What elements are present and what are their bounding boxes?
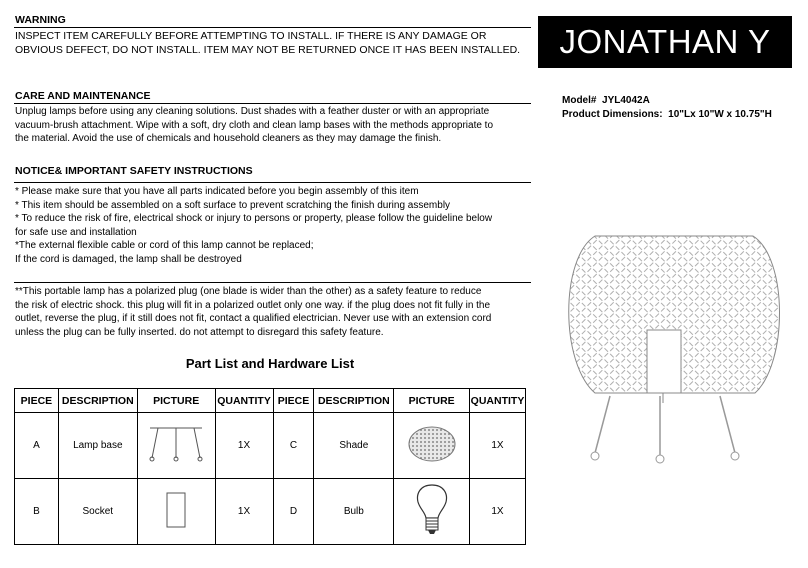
picture-cell xyxy=(137,413,215,479)
description-cell: Socket xyxy=(58,479,137,545)
table-header-row xyxy=(15,389,526,413)
care-line: Unplug lamps before using any cleaning solutions. Dust shades with a feather duster or with an appropriate xyxy=(15,106,490,117)
socket-outline xyxy=(647,330,681,393)
lamp-leg xyxy=(595,396,610,453)
plug-line: **This portable lamp has a polarized plug (one blade is wider than the other) as a safety feature to reduce xyxy=(15,286,482,297)
safety-line: * This item should be assembled on a soft surface to prevent scratching the finish during assembly xyxy=(15,199,451,211)
model-line xyxy=(562,94,772,108)
dimensions-label: Product Dimensions: xyxy=(562,109,663,120)
description-cell: Shade xyxy=(314,413,394,479)
header-description: DESCRIPTION xyxy=(58,389,137,413)
safety-line: If the cord is damaged, the lamp shall be destroyed xyxy=(15,253,242,265)
care-text xyxy=(15,105,493,146)
model-value: JYL4042A xyxy=(602,95,650,106)
header-picture: PICTURE xyxy=(137,389,215,413)
piece-cell: C xyxy=(273,413,314,479)
safety-line: * To reduce the risk of fire, electrical shock or injury to persons or property, please follow the guideline below xyxy=(15,213,493,224)
quantity-cell: 1X xyxy=(215,413,273,479)
dimensions-line xyxy=(562,108,772,122)
brand-logo: JONATHAN Y xyxy=(538,16,792,68)
table-row xyxy=(15,413,526,479)
warning-text xyxy=(15,29,520,57)
picture-cell xyxy=(137,479,215,545)
description-cell: Bulb xyxy=(314,479,394,545)
product-info xyxy=(562,94,772,122)
model-label: Model# xyxy=(562,95,597,106)
plug-line: unless the plug can be fully inserted. do not attempt to disregard this safety feature. xyxy=(15,326,384,338)
plug-text xyxy=(15,285,491,339)
plug-line: the risk of electric shock. this plug will fit in a polarized outlet only one way. if the plug does not fit fully in the xyxy=(15,299,491,311)
piece-cell: A xyxy=(15,413,59,479)
dimensions-value: 10"Lx 10"W x 10.75"H xyxy=(668,109,772,120)
safety-line: * Please make sure that you have all parts indicated before you begin assembly of this item xyxy=(15,186,419,197)
lamp-leg xyxy=(720,396,735,453)
lamp-base-icon xyxy=(146,424,206,464)
bulb-icon xyxy=(412,482,452,538)
warning-line-2: OBVIOUS DEFECT, DO NOT INSTALL. ITEM MAY NOT BE RETURNED ONCE IT HAS BEEN INSTALLED. xyxy=(15,44,521,56)
parts-table xyxy=(14,388,526,545)
care-rule xyxy=(14,103,531,104)
quantity-cell: 1X xyxy=(215,479,273,545)
description-cell: Lamp base xyxy=(58,413,137,479)
safety-line: for safe use and installation xyxy=(15,226,137,238)
header-quantity: QUANTITY xyxy=(215,389,273,413)
header-picture: PICTURE xyxy=(394,389,470,413)
table-row xyxy=(15,479,526,545)
piece-cell: B xyxy=(15,479,59,545)
parts-title: Part List and Hardware List xyxy=(185,356,355,371)
safety-text xyxy=(15,185,492,266)
care-line: vacuum-brush attachment. Wipe with a soft, dry cloth and clean lamp bases with the methods appropriate to xyxy=(15,119,494,131)
header-quantity: QUANTITY xyxy=(469,389,525,413)
header-piece: PIECE xyxy=(273,389,314,413)
picture-cell xyxy=(394,413,470,479)
lamp-illustration xyxy=(555,228,793,468)
header-description: DESCRIPTION xyxy=(314,389,394,413)
warning-line-1: INSPECT ITEM CAREFULLY BEFORE ATTEMPTING TO INSTALL. IF THERE IS ANY DAMAGE OR xyxy=(15,30,487,42)
picture-cell xyxy=(394,479,470,545)
safety-rule xyxy=(14,182,531,183)
shade-icon xyxy=(407,424,457,464)
warning-title: WARNING xyxy=(15,14,66,26)
safety-title: NOTICE& IMPORTANT SAFETY INSTRUCTIONS xyxy=(15,165,253,177)
piece-cell: D xyxy=(273,479,314,545)
quantity-cell: 1X xyxy=(469,479,525,545)
plug-line: outlet, reverse the plug, if it still does not fit, contact a qualified electrician. Never use with an extension cord xyxy=(15,313,492,324)
care-line: the material. Avoid the use of chemicals and household cleaners as they may damage the finish. xyxy=(15,133,442,144)
warning-rule xyxy=(14,27,531,28)
care-title: CARE AND MAINTENANCE xyxy=(15,90,151,102)
socket-icon xyxy=(161,490,191,530)
quantity-cell: 1X xyxy=(469,413,525,479)
safety-line: *The external flexible cable or cord of this lamp cannot be replaced; xyxy=(15,240,314,251)
plug-rule xyxy=(14,282,531,283)
header-piece: PIECE xyxy=(15,389,59,413)
